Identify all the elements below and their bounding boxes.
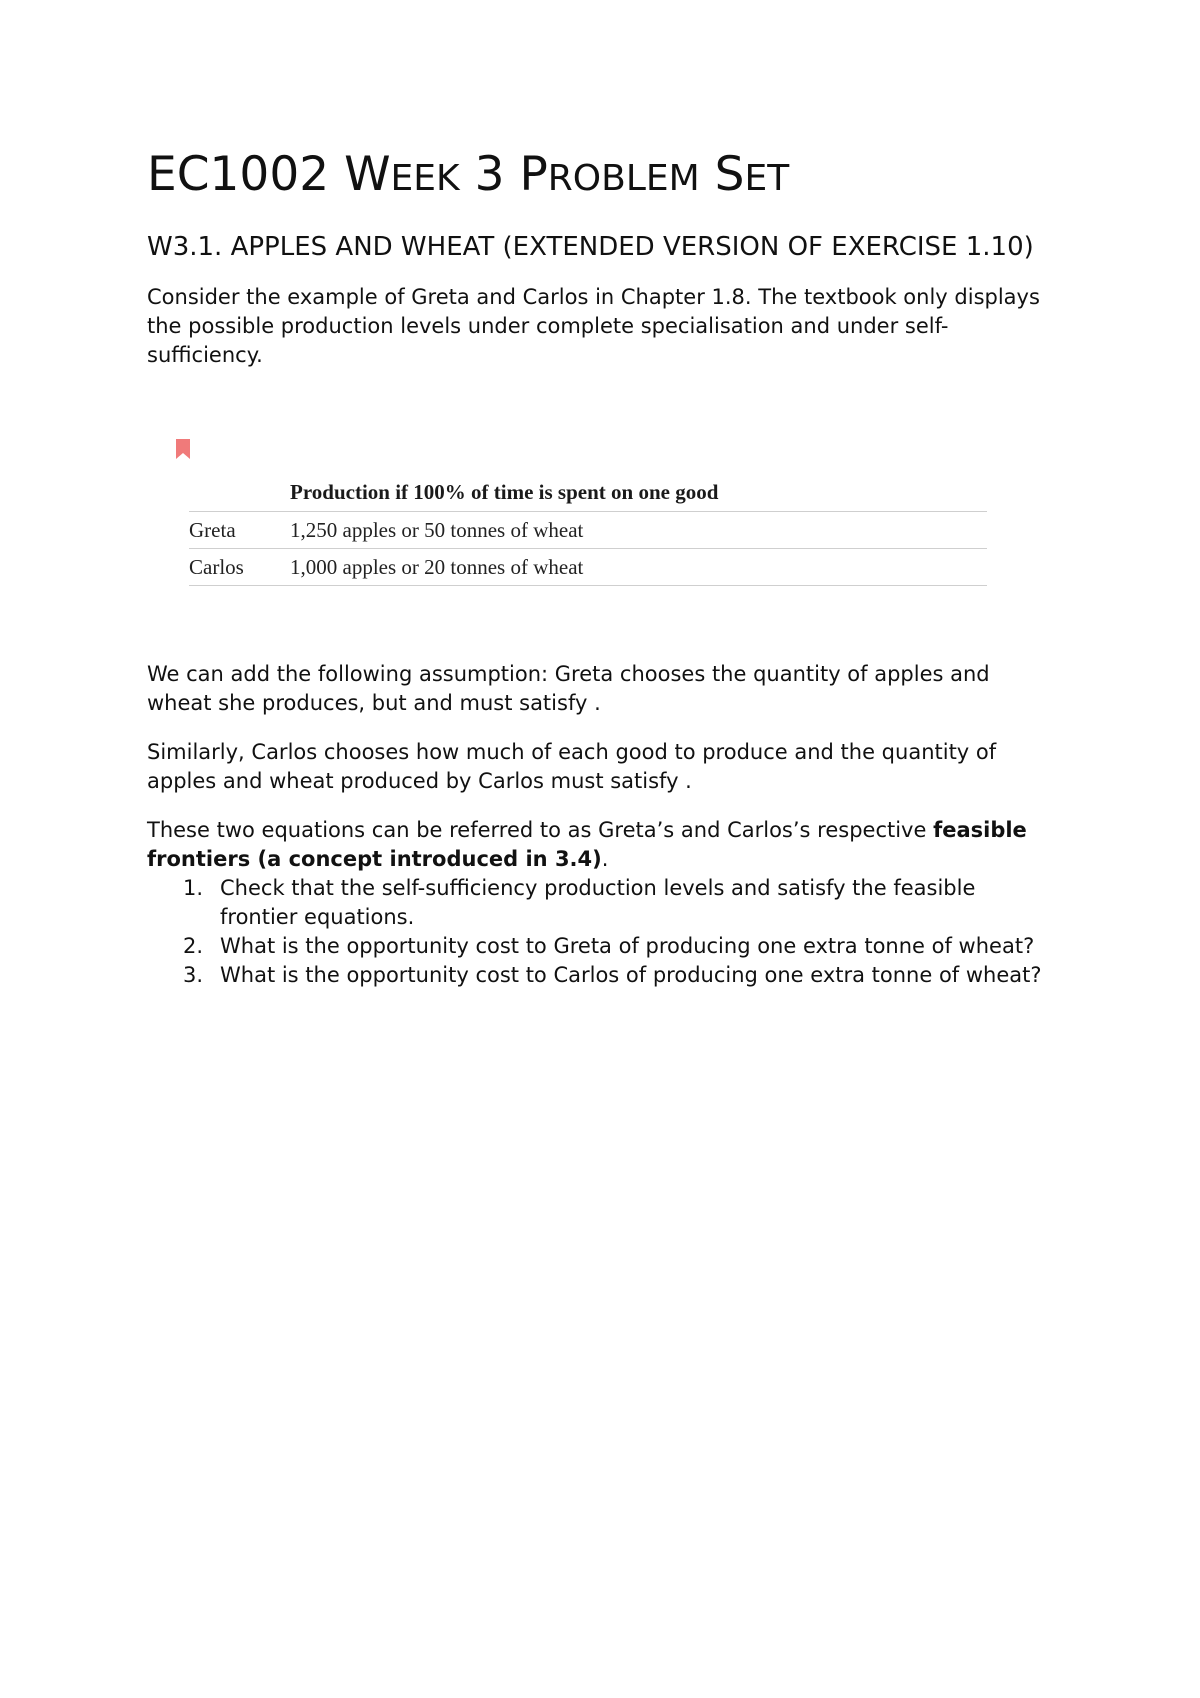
assumption-paragraph: We can add the following assumption: Greta chooses the quantity of apples and wheat she produces, but and must satisfy .: [147, 662, 990, 715]
frontier-end: .: [601, 847, 609, 871]
row-value: 1,250 apples or 50 tonnes of wheat: [290, 518, 584, 542]
table-row: [189, 512, 987, 549]
production-figure: [189, 473, 987, 586]
title-part-6: ET: [744, 158, 790, 199]
page-title: [147, 145, 1057, 209]
list-text: What is the opportunity cost to Carlos of producing one extra tonne of wheat?: [220, 963, 1042, 987]
table-row: [189, 549, 987, 586]
title-part-3: 3 P: [459, 147, 548, 202]
row-value: 1,000 apples or 20 tonnes of wheat: [290, 555, 584, 579]
list-text: What is the opportunity cost to Greta of producing one extra tonne of wheat?: [220, 934, 1035, 958]
section-heading: W3.1. APPLES AND WHEAT (EXTENDED VERSION OF EXERCISE 1.10): [147, 232, 1034, 262]
frontier-text: These two equations can be referred to as Greta’s and Carlos’s respective: [147, 818, 934, 842]
figure-header: [189, 473, 987, 512]
title-part-2: EEK: [390, 158, 460, 199]
row-name: Carlos: [189, 555, 244, 579]
question-list: [147, 874, 1057, 990]
list-item: [147, 874, 1057, 932]
document-page: [147, 145, 1057, 987]
carlos-paragraph: Similarly, Carlos chooses how much of each good to produce and the quantity of apples and wheat produced by Carlos must satisfy .: [147, 740, 997, 793]
frontier-paragraph: [147, 816, 1057, 874]
row-name: Greta: [189, 518, 236, 542]
list-number: 1.: [183, 876, 204, 900]
list-item: [147, 961, 1057, 990]
list-number: 2.: [183, 934, 204, 958]
list-text: Check that the self-sufficiency production levels and satisfy the feasible frontier equations.: [220, 876, 976, 929]
list-item: [147, 932, 1057, 961]
frontier-bold: feasible frontiers (a concept introduced in 3.4): [147, 818, 1027, 871]
title-part-5: S: [699, 147, 745, 202]
list-number: 3.: [183, 963, 204, 987]
intro-paragraph: Consider the example of Greta and Carlos in Chapter 1.8. The textbook only displays the possible production levels under complete specialisation and under self-sufficiency.: [147, 285, 1040, 367]
bookmark-icon[interactable]: [176, 439, 190, 459]
figure-header-label: Production if 100% of time is spent on one good: [290, 480, 719, 504]
title-part-4: ROBLEM: [547, 158, 700, 199]
title-part-1: EC1002 W: [147, 147, 391, 202]
body-text: [147, 660, 1057, 990]
